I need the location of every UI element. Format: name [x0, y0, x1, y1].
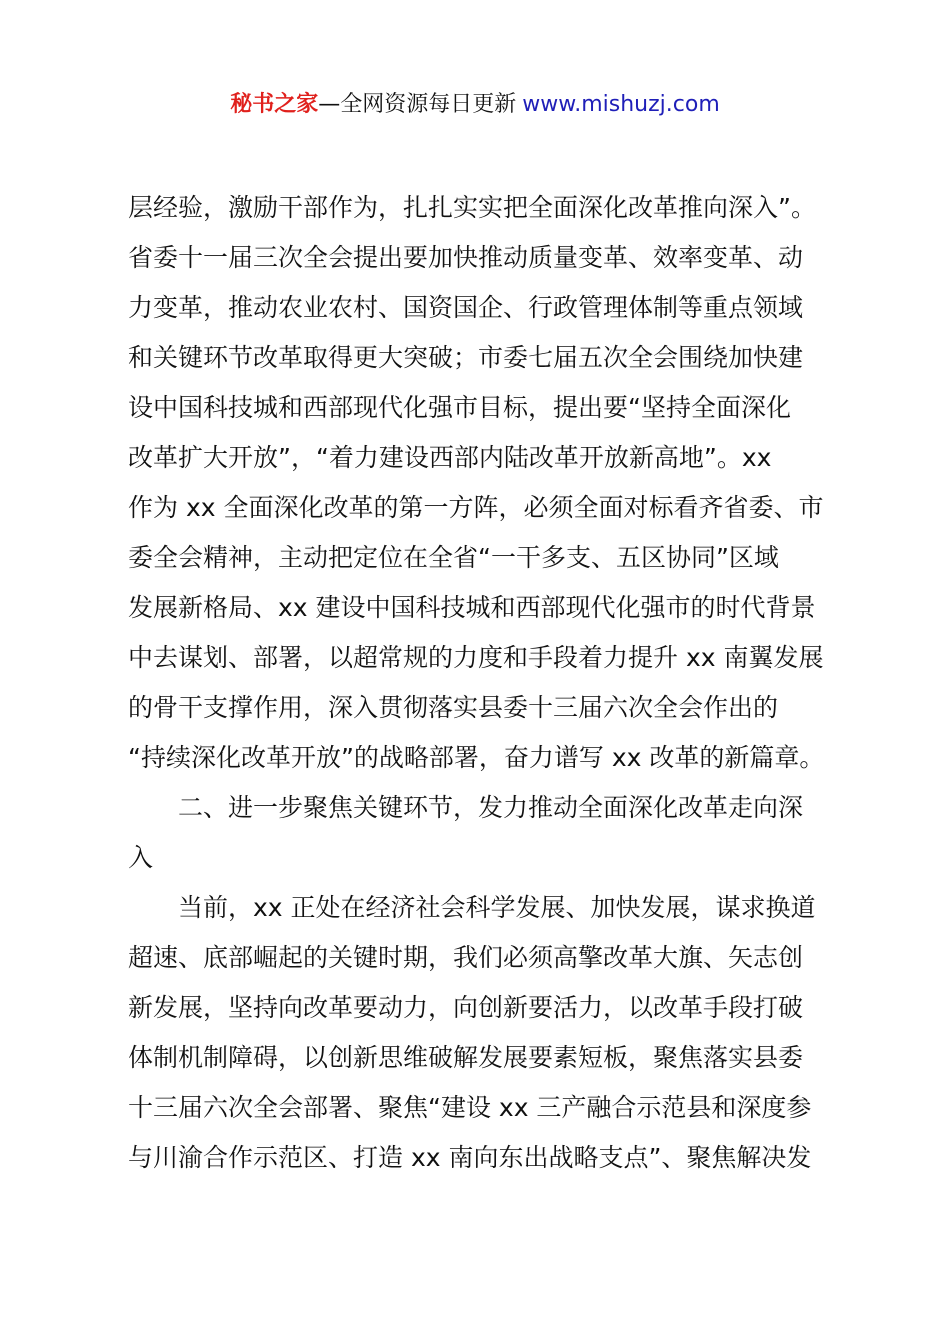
- text-line: 省委十一届三次全会提出要加快推动质量变革、效率变革、动: [128, 243, 804, 272]
- brand-name: 秘书之家: [230, 92, 319, 117]
- text-line: “持续深化改革开放”的战略部署，奋力谱写 xx 改革的新篇章。: [128, 743, 825, 772]
- site-url-link[interactable]: www.mishuzj.com: [522, 92, 720, 117]
- text-line: 发展新格局、xx 建设中国科技城和西部现代化强市的时代背景: [128, 593, 816, 622]
- text-line: 当前，xx 正处在经济社会科学发展、加快发展，谋求换道: [178, 893, 816, 922]
- document-body: [128, 183, 843, 1183]
- text-line: 与川渝合作示范区、打造 xx 南向东出战略支点”、聚焦解决发: [128, 1143, 812, 1172]
- text-line: 设中国科技城和西部现代化强市目标，提出要“坚持全面深化: [128, 393, 791, 422]
- text-line: 层经验，激励干部作为，扎扎实实把全面深化改革推向深入”。: [128, 193, 816, 222]
- text-line: 超速、底部崛起的关键时期，我们必须高擎改革大旗、矢志创: [128, 943, 804, 972]
- text-line: 体制机制障碍，以创新思维破解发展要素短板，聚焦落实县委: [128, 1043, 804, 1072]
- text-line: 和关键环节改革取得更大突破；市委七届五次全会围绕加快建: [128, 343, 804, 372]
- text-line: 的骨干支撑作用，深入贯彻落实县委十三届六次全会作出的: [128, 693, 779, 722]
- text-line: 新发展，坚持向改革要动力，向创新要活力，以改革手段打破: [128, 993, 804, 1022]
- header-tagline: —全网资源每日更新: [318, 92, 517, 117]
- text-line: 委全会精神，主动把定位在全省“一干多支、五区协同”区域: [128, 543, 779, 572]
- text-line: 力变革，推动农业农村、国资国企、行政管理体制等重点领域: [128, 293, 804, 322]
- text-line: 中去谋划、部署，以超常规的力度和手段着力提升 xx 南翼发展: [128, 643, 824, 672]
- section-heading: 二、进一步聚焦关键环节，发力推动全面深化改革走向深: [178, 793, 804, 822]
- text-line: 作为 xx 全面深化改革的第一方阵，必须全面对标看齐省委、市: [128, 493, 824, 522]
- page-header: [0, 88, 950, 122]
- section-heading-continued: 入: [128, 843, 154, 872]
- text-line: 改革扩大开放”，“着力建设西部内陆改革开放新高地”。xx: [128, 443, 772, 472]
- text-line: 十三届六次全会部署、聚焦“建设 xx 三产融合示范县和深度参: [128, 1093, 812, 1122]
